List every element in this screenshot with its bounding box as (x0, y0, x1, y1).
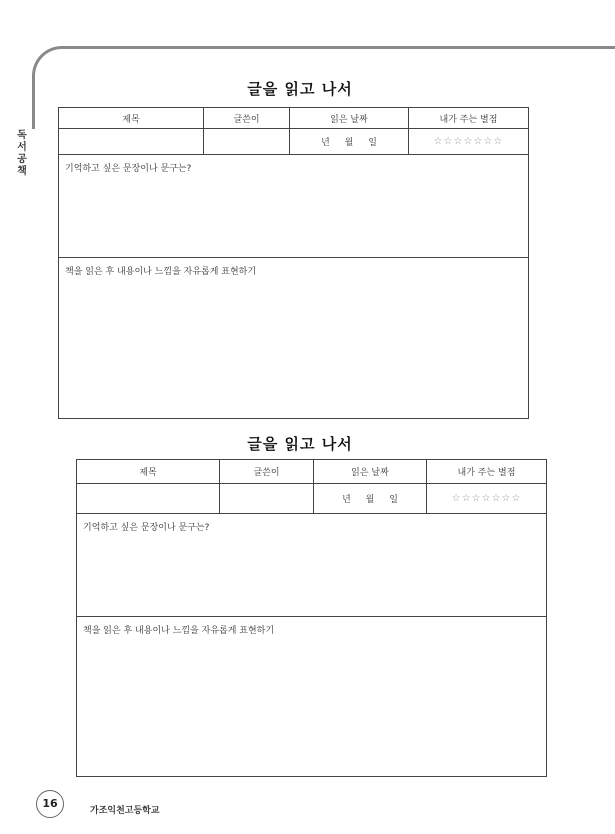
title-input-cell[interactable] (59, 129, 204, 155)
school-name: 가조익천고등학교 (90, 806, 160, 816)
side-label: 독서공책 (17, 130, 27, 177)
header-author: 글쓴이 (220, 460, 314, 484)
month-unit: 월 (344, 138, 354, 148)
star-rating[interactable]: ☆☆☆☆☆☆☆ (427, 484, 547, 514)
star-rating[interactable]: ☆☆☆☆☆☆☆ (409, 129, 529, 155)
feelings-box[interactable] (77, 617, 547, 777)
feelings-prompt: 책을 읽은 후 내용이나 느낌을 자유롭게 표현하기 (65, 267, 257, 277)
date-input-cell[interactable] (290, 129, 409, 155)
title-input-cell[interactable] (77, 484, 220, 514)
date-input-cell[interactable] (314, 484, 427, 514)
author-input-cell[interactable] (204, 129, 290, 155)
page-number: 16 (36, 790, 64, 818)
form-2-title: 글을 읽고 나서 (247, 435, 353, 453)
memorable-prompt: 기억하고 싶은 문장이나 문구는? (65, 164, 192, 174)
day-unit: 일 (389, 495, 398, 505)
form-1-title: 글을 읽고 나서 (247, 80, 353, 98)
memorable-prompt: 기억하고 싶은 문장이나 문구는? (83, 523, 210, 533)
header-title: 제목 (77, 460, 220, 484)
author-input-cell[interactable] (220, 484, 314, 514)
feelings-box[interactable] (59, 258, 529, 419)
header-author: 글쓴이 (204, 108, 290, 129)
reading-form-1 (58, 107, 529, 419)
year-unit: 년 (321, 138, 330, 148)
header-date: 읽은 날짜 (314, 460, 427, 484)
day-unit: 일 (368, 138, 377, 148)
header-score: 내가 주는 별점 (409, 108, 529, 129)
memorable-sentence-box[interactable] (77, 514, 547, 617)
reading-form-2 (76, 459, 547, 777)
header-date: 읽은 날짜 (290, 108, 409, 129)
memorable-sentence-box[interactable] (59, 155, 529, 258)
feelings-prompt: 책을 읽은 후 내용이나 느낌을 자유롭게 표현하기 (83, 626, 275, 636)
month-unit: 월 (365, 495, 375, 505)
header-title: 제목 (59, 108, 204, 129)
year-unit: 년 (342, 495, 351, 505)
header-score: 내가 주는 별점 (427, 460, 547, 484)
